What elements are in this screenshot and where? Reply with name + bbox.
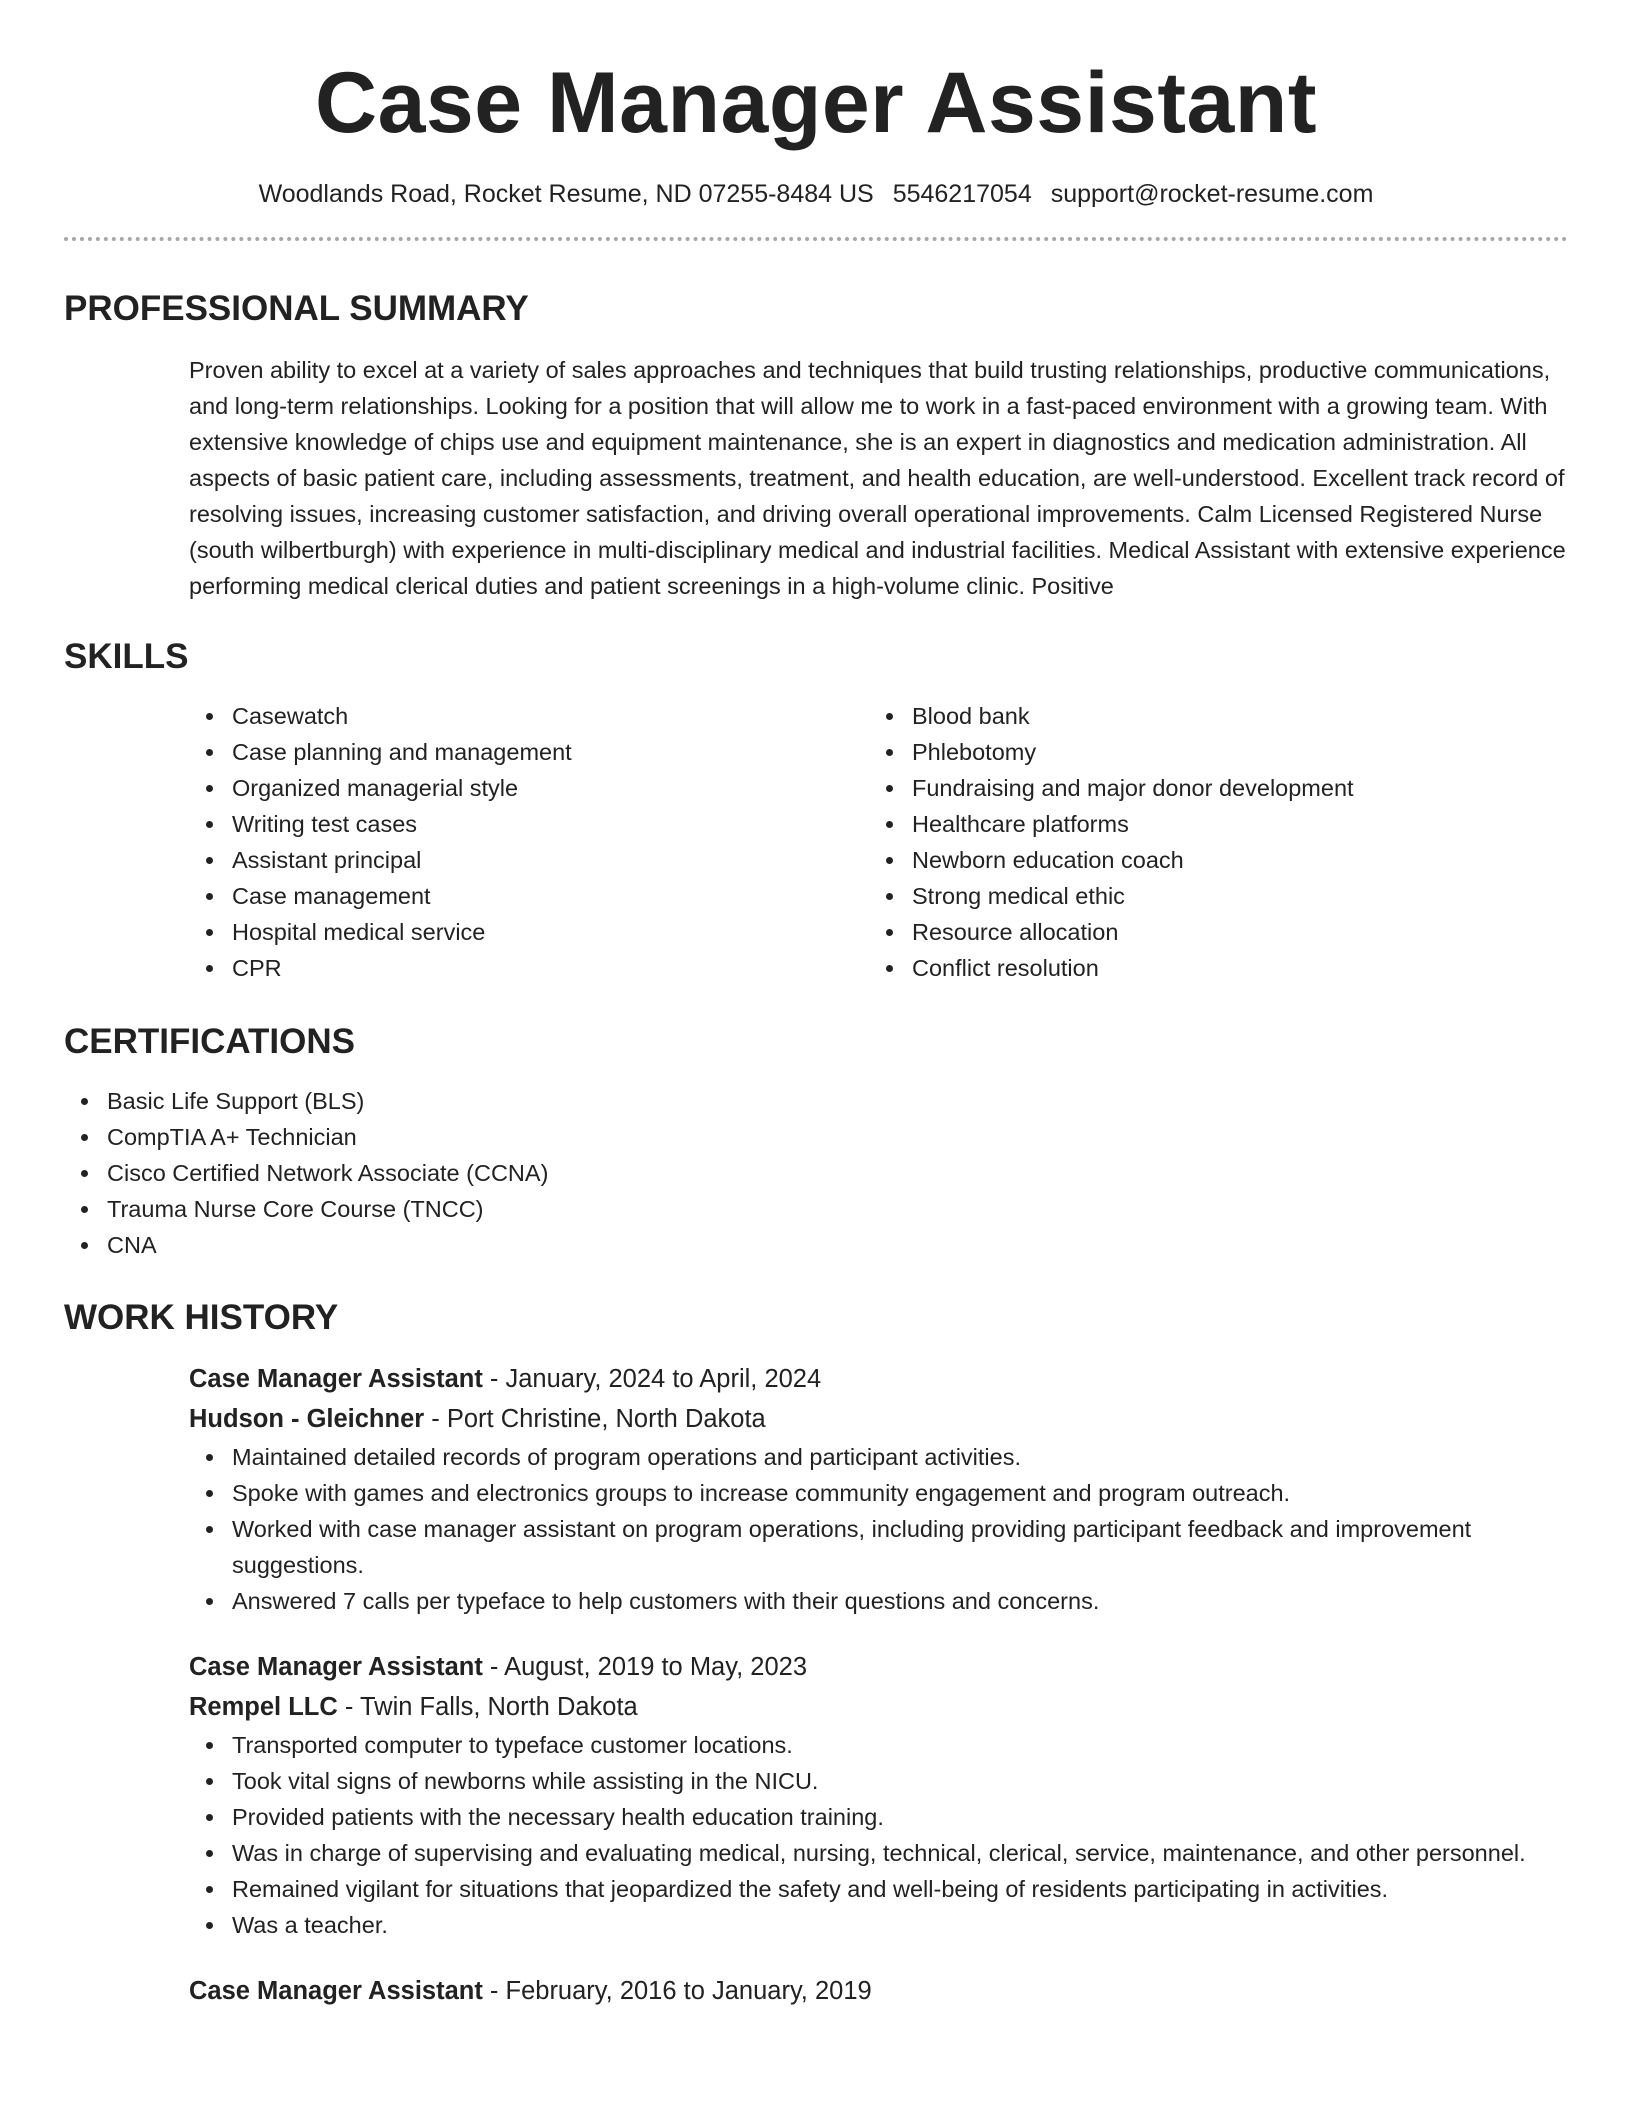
- job-bullet: Was in charge of supervising and evaluating medical, nursing, technical, clerical, service, maintenance, and other personnel.: [189, 1835, 1568, 1871]
- certifications-heading: CERTIFICATIONS: [64, 1022, 356, 1061]
- skill-item: Strong medical ethic: [869, 878, 1549, 914]
- job-company: Rempel LLC: [189, 1693, 338, 1721]
- skills-list: [189, 698, 1568, 986]
- certification-item: Cisco Certified Network Associate (CCNA): [64, 1155, 1568, 1191]
- summary-text: Proven ability to excel at a variety of sales approaches and techniques that build trusting relationships, productive communications, and long-term relationships. Looking for a position that will allow me to work in a fast-paced environment with a growing team. With extensive knowledge of chips use and equipment maintenance, she is an expert in diagnostics and medication administration. All aspects of basic patient care, including assessments, treatment, and health education, are well-understood. Excellent track record of resolving issues, increasing customer satisfaction, and driving overall operational improvements. Calm Licensed Registered Nurse (south wilbertburgh) with experience in multi-disciplinary medical and industrial facilities. Medical Assistant with extensive experience performing medical clerical duties and patient screenings in a high-volume clinic. Positive: [189, 357, 1566, 599]
- job-company-line: [189, 1399, 1568, 1439]
- job-company: Hudson - Gleichner: [189, 1405, 425, 1433]
- contact-address: Woodlands Road, Rocket Resume, ND 07255-8484 US: [258, 180, 874, 208]
- skill-item: Blood bank: [869, 698, 1549, 734]
- resume-page: [64, 0, 1568, 2112]
- skill-item: Healthcare platforms: [869, 806, 1549, 842]
- job-role: Case Manager Assistant: [189, 1977, 483, 2005]
- job-role: Case Manager Assistant: [189, 1653, 483, 1681]
- resume-name: Case Manager Assistant: [315, 55, 1317, 151]
- job-location: - Port Christine, North Dakota: [424, 1405, 766, 1433]
- job-title-line: [189, 1359, 1568, 1399]
- job-entry: [189, 1647, 1568, 1943]
- job-bullets: [189, 1439, 1568, 1619]
- job-dates: - August, 2019 to May, 2023: [482, 1653, 807, 1681]
- work-history-heading: WORK HISTORY: [64, 1298, 339, 1337]
- skill-item: CPR: [189, 950, 869, 986]
- job-bullets: [189, 1727, 1568, 1943]
- job-bullet: Remained vigilant for situations that jeopardized the safety and well-being of residents participating in activities.: [189, 1871, 1568, 1907]
- job-entry: [189, 1359, 1568, 1619]
- job-bullet: Was a teacher.: [189, 1907, 1568, 1943]
- job-dates: - February, 2016 to January, 2019: [482, 1977, 872, 2005]
- skill-item: Organized managerial style: [189, 770, 869, 806]
- skill-item: Case planning and management: [189, 734, 869, 770]
- skill-item: Conflict resolution: [869, 950, 1549, 986]
- summary-heading: PROFESSIONAL SUMMARY: [64, 289, 529, 328]
- skills-column-left: [189, 698, 869, 986]
- job-bullet: Answered 7 calls per typeface to help customers with their questions and concerns.: [189, 1583, 1568, 1619]
- job-entry: [189, 1971, 1568, 2011]
- contact-line: [64, 179, 1568, 209]
- job-bullet: Spoke with games and electronics groups to increase community engagement and program outreach.: [189, 1475, 1568, 1511]
- job-role: Case Manager Assistant: [189, 1365, 483, 1393]
- contact-phone: 5546217054: [892, 180, 1032, 208]
- contact-email: support@rocket-resume.com: [1050, 180, 1374, 208]
- job-dates: - January, 2024 to April, 2024: [482, 1365, 822, 1393]
- certification-item: CompTIA A+ Technician: [64, 1119, 1568, 1155]
- certification-item: Trauma Nurse Core Course (TNCC): [64, 1191, 1568, 1227]
- job-bullet: Provided patients with the necessary health education training.: [189, 1799, 1568, 1835]
- skills-column-right: [869, 698, 1549, 986]
- certification-item: CNA: [64, 1227, 1568, 1263]
- skill-item: Resource allocation: [869, 914, 1549, 950]
- job-bullet: Worked with case manager assistant on program operations, including providing participant feedback and improvement suggestions.: [189, 1511, 1568, 1583]
- job-company-line: [189, 1687, 1568, 1727]
- job-title-line: [189, 1647, 1568, 1687]
- skill-item: Writing test cases: [189, 806, 869, 842]
- skill-item: Newborn education coach: [869, 842, 1549, 878]
- skill-item: Case management: [189, 878, 869, 914]
- skill-item: Fundraising and major donor development: [869, 770, 1549, 806]
- skill-item: Hospital medical service: [189, 914, 869, 950]
- header-divider: [64, 237, 1568, 241]
- skills-heading: SKILLS: [64, 637, 189, 676]
- skill-item: Phlebotomy: [869, 734, 1549, 770]
- certification-item: Basic Life Support (BLS): [64, 1083, 1568, 1119]
- job-title-line: [189, 1971, 1568, 2011]
- job-location: - Twin Falls, North Dakota: [337, 1693, 638, 1721]
- job-bullet: Maintained detailed records of program operations and participant activities.: [189, 1439, 1568, 1475]
- certifications-list: [64, 1083, 1568, 1263]
- skill-item: Casewatch: [189, 698, 869, 734]
- job-bullet: Transported computer to typeface customer locations.: [189, 1727, 1568, 1763]
- skill-item: Assistant principal: [189, 842, 869, 878]
- job-bullet: Took vital signs of newborns while assisting in the NICU.: [189, 1763, 1568, 1799]
